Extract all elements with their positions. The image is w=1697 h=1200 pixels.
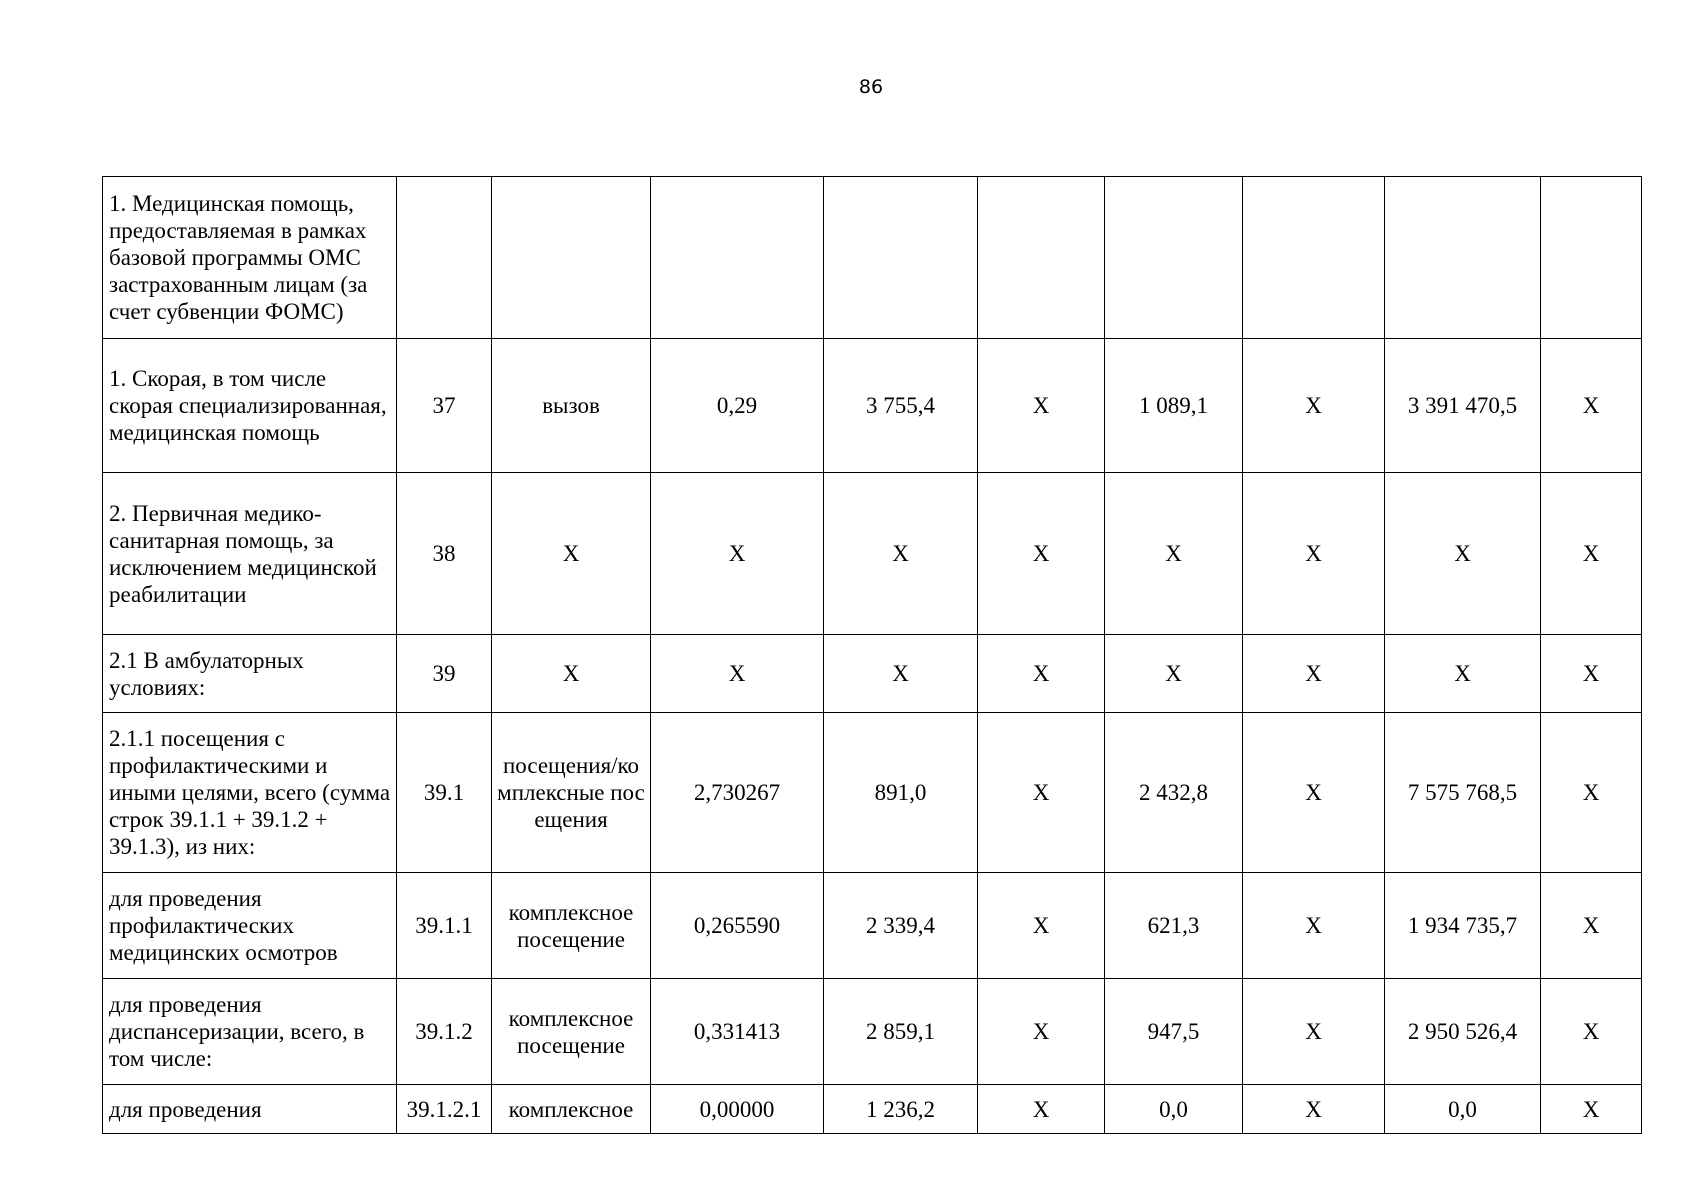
table-cell: X (978, 339, 1105, 473)
table-cell: 1 236,2 (824, 1085, 978, 1134)
table-cell: X (1541, 473, 1642, 635)
table-row (103, 635, 1642, 713)
table-cell: X (824, 473, 978, 635)
table-cell (1243, 177, 1385, 339)
unit-cell: комплексное посещение (492, 873, 651, 979)
row-number-cell: 39.1.2.1 (397, 1085, 492, 1134)
table-cell: X (978, 635, 1105, 713)
table-cell: X (1243, 1085, 1385, 1134)
row-name-cell: для проведения диспансеризации, всего, в том числе: (103, 979, 397, 1085)
unit-cell: комплексное (492, 1085, 651, 1134)
table-cell: X (1243, 713, 1385, 873)
table-cell: X (1243, 979, 1385, 1085)
table-cell: 2,730267 (651, 713, 824, 873)
unit-cell: посещения/комплексные посещения (492, 713, 651, 873)
row-name-cell: 2. Первичная медико-санитарная помощь, за исключением медицинской реабилитации (103, 473, 397, 635)
table-row (103, 713, 1642, 873)
table-cell: 0,0 (1385, 1085, 1541, 1134)
table-row (103, 339, 1642, 473)
table-cell (1105, 177, 1243, 339)
row-number-cell: 38 (397, 473, 492, 635)
table-cell: X (1243, 873, 1385, 979)
table-cell: 3 391 470,5 (1385, 339, 1541, 473)
page-number: 86 (858, 76, 884, 98)
table-cell (1541, 177, 1642, 339)
row-number-cell: 39.1.2 (397, 979, 492, 1085)
table-cell: 2 950 526,4 (1385, 979, 1541, 1085)
row-name-cell: для проведения (103, 1085, 397, 1134)
table-cell: X (1105, 473, 1243, 635)
table-cell (824, 177, 978, 339)
table-cell: X (978, 1085, 1105, 1134)
table-cell: X (1541, 635, 1642, 713)
table-cell: X (1541, 1085, 1642, 1134)
table-cell: X (1243, 339, 1385, 473)
table-cell: 3 755,4 (824, 339, 978, 473)
table-cell: X (1105, 635, 1243, 713)
table-cell: X (1385, 473, 1541, 635)
row-name-cell: для проведения профилактических медицинских осмотров (103, 873, 397, 979)
table-cell: 1 089,1 (1105, 339, 1243, 473)
row-name-cell: 1. Скорая, в том числе скорая специализированная, медицинская помощь (103, 339, 397, 473)
table-cell: 0,331413 (651, 979, 824, 1085)
table-cell: X (1541, 339, 1642, 473)
table-cell: 621,3 (1105, 873, 1243, 979)
unit-cell: X (492, 635, 651, 713)
table-cell: 7 575 768,5 (1385, 713, 1541, 873)
table-cell: X (1243, 473, 1385, 635)
table-cell: 0,00000 (651, 1085, 824, 1134)
table-row (103, 979, 1642, 1085)
row-number-cell: 39 (397, 635, 492, 713)
row-number-cell: 37 (397, 339, 492, 473)
table-cell: X (1243, 635, 1385, 713)
table-cell: 947,5 (1105, 979, 1243, 1085)
table-cell: 2 339,4 (824, 873, 978, 979)
table-cell: X (824, 635, 978, 713)
table-cell: X (1385, 635, 1541, 713)
table-cell (1385, 177, 1541, 339)
table-cell: 891,0 (824, 713, 978, 873)
table-row (103, 873, 1642, 979)
table-cell: 2 859,1 (824, 979, 978, 1085)
table-cell: 0,29 (651, 339, 824, 473)
row-name-cell: 2.1 В амбулаторных условиях: (103, 635, 397, 713)
row-name-cell: 2.1.1 посещения с профилактическими и иными целями, всего (сумма строк 39.1.1 + 39.1.2 + 39.1.3), из них: (103, 713, 397, 873)
unit-cell: вызов (492, 339, 651, 473)
table-cell: 0,265590 (651, 873, 824, 979)
table-cell: 1 934 735,7 (1385, 873, 1541, 979)
table-cell (651, 177, 824, 339)
table-cell: X (651, 473, 824, 635)
table-cell: X (978, 979, 1105, 1085)
row-number-cell: 39.1 (397, 713, 492, 873)
table-cell: X (978, 473, 1105, 635)
table-row (103, 1085, 1642, 1134)
table-cell: X (978, 713, 1105, 873)
table-row (103, 177, 1642, 339)
table-cell (397, 177, 492, 339)
unit-cell: комплексное посещение (492, 979, 651, 1085)
unit-cell: X (492, 473, 651, 635)
table-cell: X (978, 873, 1105, 979)
row-name-cell: 1. Медицинская помощь, предоставляемая в рамках базовой программы ОМС застрахованным лицам (за счет субвенции ФОМС) (103, 177, 397, 339)
data-table (102, 176, 1642, 1134)
table-row (103, 473, 1642, 635)
table-cell: X (1541, 873, 1642, 979)
table-cell: X (651, 635, 824, 713)
table-cell (978, 177, 1105, 339)
row-number-cell: 39.1.1 (397, 873, 492, 979)
table-cell (492, 177, 651, 339)
table-cell: X (1541, 979, 1642, 1085)
table-cell: 0,0 (1105, 1085, 1243, 1134)
table-cell: 2 432,8 (1105, 713, 1243, 873)
table-cell: X (1541, 713, 1642, 873)
